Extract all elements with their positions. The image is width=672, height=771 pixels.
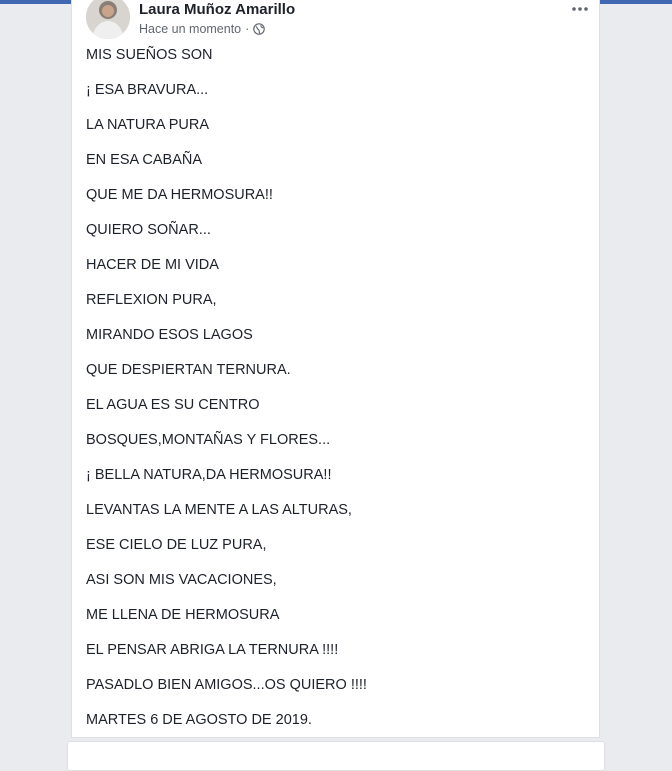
globe-icon[interactable] (253, 23, 265, 35)
post-meta (139, 22, 265, 36)
next-post-card (67, 741, 605, 771)
post-text-line: HACER DE MI VIDA (86, 257, 219, 273)
meta-separator: · (245, 22, 250, 36)
post-text-line: MARTES 6 DE AGOSTO DE 2019. (86, 712, 312, 728)
post-text-line: EL PENSAR ABRIGA LA TERNURA !!!! (86, 642, 339, 658)
post-text (86, 46, 586, 746)
more-horizontal-icon[interactable] (571, 2, 589, 16)
post-text-line: MIS SUEÑOS SON (86, 47, 213, 63)
post-text-line: PASADLO BIEN AMIGOS...OS QUIERO !!!! (86, 677, 367, 693)
post-text-line: QUIERO SOÑAR... (86, 222, 211, 238)
post-text-line: QUE ME DA HERMOSURA!! (86, 187, 273, 203)
post-text-line: ¡ BELLA NATURA,DA HERMOSURA!! (86, 467, 332, 483)
author-avatar[interactable] (86, 0, 130, 39)
post-text-line: ESE CIELO DE LUZ PURA, (86, 537, 267, 553)
post-timestamp-link[interactable]: Hace un momento (139, 22, 242, 36)
post-text-line: EL AGUA ES SU CENTRO (86, 397, 260, 413)
post-text-line: ASI SON MIS VACACIONES, (86, 572, 277, 588)
post-text-line: EN ESA CABAÑA (86, 152, 203, 168)
post-text-line: QUE DESPIERTAN TERNURA. (86, 362, 291, 378)
post-text-line: REFLEXION PURA, (86, 292, 217, 308)
post-text-line: ¡ ESA BRAVURA... (86, 82, 209, 98)
author-name-link[interactable]: Laura Muñoz Amarillo (139, 1, 296, 18)
post-text-line: ME LLENA DE HERMOSURA (86, 607, 280, 623)
post-card (71, 0, 600, 738)
post-text-line: BOSQUES,MONTAÑAS Y FLORES... (86, 432, 331, 448)
post-text-line: LEVANTAS LA MENTE A LAS ALTURAS, (86, 502, 352, 518)
post-text-line: MIRANDO ESOS LAGOS (86, 327, 253, 343)
post-text-line: LA NATURA PURA (86, 117, 210, 133)
